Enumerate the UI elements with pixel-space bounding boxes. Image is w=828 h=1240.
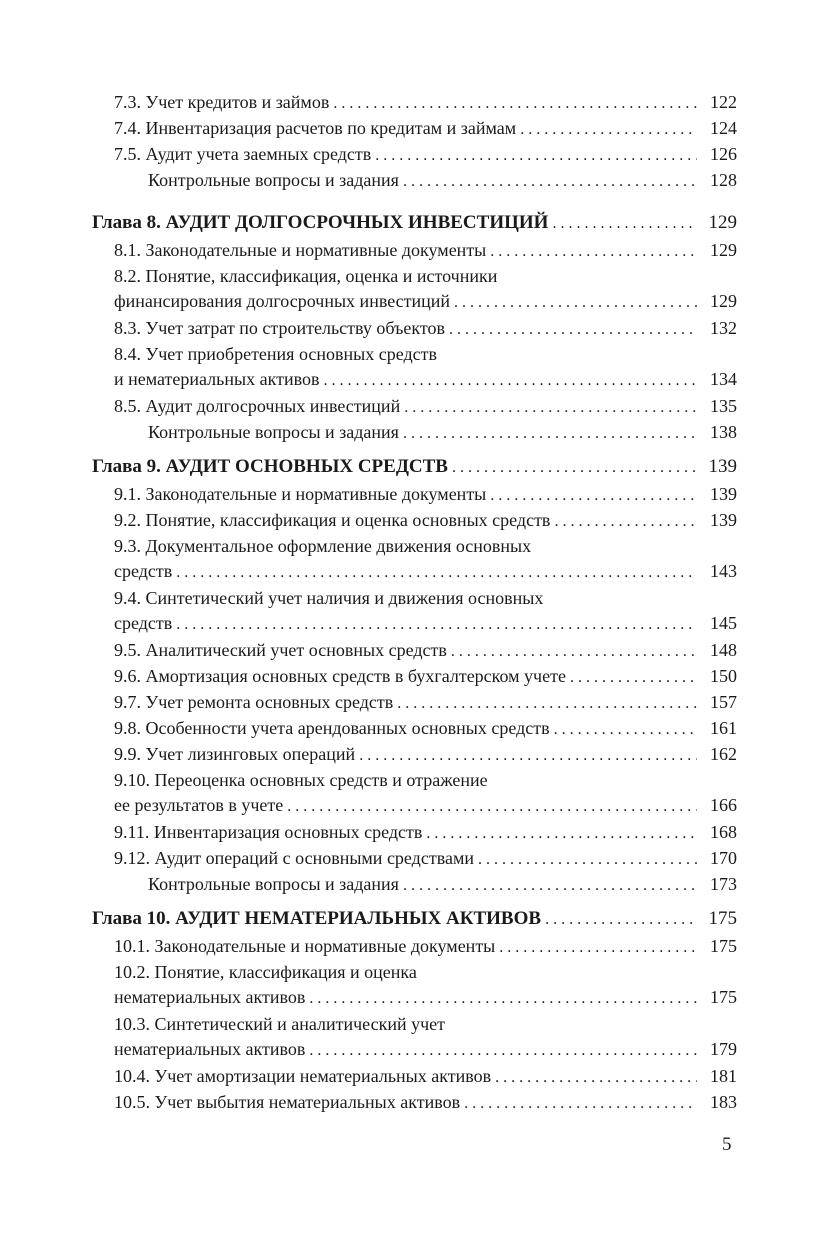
toc-entry-text: 9.2. Понятие, классификация и оценка основных средств (114, 508, 554, 533)
dot-leader (359, 742, 697, 767)
toc-entry-page: 150 (710, 666, 737, 686)
dot-leader (309, 1037, 697, 1062)
dot-leader (403, 168, 697, 193)
toc-entry[interactable] (0, 534, 737, 584)
dot-leader (403, 872, 697, 897)
toc-entry[interactable] (0, 90, 737, 115)
dot-leader (452, 454, 697, 479)
dot-leader (478, 846, 697, 871)
toc-entry-page: 132 (710, 318, 737, 338)
toc-entry-page: 139 (710, 510, 737, 530)
toc-entry-line (114, 846, 737, 871)
dot-leader (490, 238, 697, 263)
dot-leader (404, 394, 697, 419)
toc-entry-text: Контрольные вопросы и задания (148, 872, 403, 897)
toc-entry-page: 128 (710, 170, 737, 190)
toc-entry-text: 9.3. Документальное оформление движения основных (114, 534, 535, 559)
toc-entry[interactable] (0, 1090, 737, 1115)
chapter-page: 129 (708, 212, 737, 233)
toc-entry-line (148, 168, 737, 193)
toc-entry-page: 135 (710, 396, 737, 416)
chapter-title-text: Глава 9. АУДИТ ОСНОВНЫХ СРЕДСТВ (92, 454, 452, 479)
toc-entry-line (114, 820, 737, 845)
toc-entry[interactable] (0, 482, 737, 507)
toc-entry-page: 166 (710, 795, 737, 815)
toc-entry-text: Контрольные вопросы и задания (148, 168, 403, 193)
toc-entry[interactable] (0, 934, 737, 959)
toc-entry-page: 148 (710, 640, 737, 660)
toc-entry-line (114, 482, 737, 507)
toc-entry-text: нематериальных активов (114, 1037, 309, 1062)
toc-entry-page: 129 (710, 240, 737, 260)
dot-leader (397, 690, 697, 715)
toc-entry-line (114, 793, 737, 818)
toc-entry-line (148, 420, 737, 445)
chapter-title (0, 210, 737, 235)
toc-entry-text: 9.8. Особенности учета арендованных основных средств (114, 716, 554, 741)
toc-entry-page: 179 (710, 1039, 737, 1059)
toc-entry-text: 8.1. Законодательные и нормативные документы (114, 238, 490, 263)
toc-entry-text: 9.5. Аналитический учет основных средств (114, 638, 451, 663)
dot-leader (464, 1090, 697, 1115)
dot-leader (176, 559, 697, 584)
toc-entry-text: 8.2. Понятие, классификация, оценка и источники (114, 264, 501, 289)
dot-leader (375, 142, 697, 167)
toc-entry[interactable] (0, 508, 737, 533)
toc-entry-line (114, 559, 737, 584)
toc-entry-line (114, 508, 737, 533)
dot-leader (309, 985, 697, 1010)
toc-entry-text: 9.11. Инвентаризация основных средств (114, 820, 426, 845)
toc-entry-page: 129 (710, 291, 737, 311)
toc-entry-line (114, 1012, 737, 1037)
dot-leader (490, 482, 697, 507)
toc-entry-page: 126 (710, 144, 737, 164)
toc-entry[interactable] (0, 316, 737, 341)
toc-entry-page: 134 (710, 369, 737, 389)
toc-entry-line (148, 872, 737, 897)
toc-entry-page: 170 (710, 848, 737, 868)
chapter-title-text: Глава 10. АУДИТ НЕМАТЕРИАЛЬНЫХ АКТИВОВ (92, 906, 545, 931)
toc-entry-line (114, 690, 737, 715)
toc-entry-text: 10.1. Законодательные и нормативные документы (114, 934, 499, 959)
dot-leader (333, 90, 697, 115)
toc-entry-text: средств (114, 559, 176, 584)
toc-entry[interactable] (0, 690, 737, 715)
toc-entry-line (114, 90, 737, 115)
toc-entry-text: финансирования долгосрочных инвестиций (114, 289, 454, 314)
toc-entry-page: 157 (710, 692, 737, 712)
toc-entry-line (114, 142, 737, 167)
toc-entry-page: 161 (710, 718, 737, 738)
toc-entry-page: 162 (710, 744, 737, 764)
toc-entry-line (114, 316, 737, 341)
toc-entry-line (114, 768, 737, 793)
toc-entry[interactable] (0, 238, 737, 263)
toc-entry-line (114, 1090, 737, 1115)
toc-entry-text: 10.2. Понятие, классификация и оценка (114, 960, 421, 985)
dot-leader (499, 934, 697, 959)
toc-entry[interactable] (0, 586, 737, 636)
toc-entry-line (114, 664, 737, 689)
dot-leader (323, 367, 697, 392)
toc-entry-text: 9.9. Учет лизинговых операций (114, 742, 359, 767)
chapter-title-text: Глава 8. АУДИТ ДОЛГОСРОЧНЫХ ИНВЕСТИЦИЙ (92, 210, 552, 235)
chapter-page: 139 (708, 456, 737, 477)
toc-entry[interactable] (0, 394, 737, 419)
toc-entry-text: 10.4. Учет амортизации нематериальных активов (114, 1064, 495, 1089)
toc-entry-text: 9.1. Законодательные и нормативные документы (114, 482, 490, 507)
toc-entry-line (114, 742, 737, 767)
toc-entry-line (114, 1064, 737, 1089)
toc-entry-line (114, 985, 737, 1010)
toc-entry-page: 124 (710, 118, 737, 138)
toc-entry[interactable] (0, 872, 737, 897)
dot-leader (570, 664, 697, 689)
toc-entry-line (114, 367, 737, 392)
toc-entry-text: 10.3. Синтетический и аналитический учет (114, 1012, 449, 1037)
toc-entry-line (114, 586, 737, 611)
toc-entry[interactable] (0, 820, 737, 845)
toc-entry-line (114, 264, 737, 289)
dot-leader (426, 820, 697, 845)
toc-entry[interactable] (0, 264, 737, 314)
toc-entry-text: 7.5. Аудит учета заемных средств (114, 142, 375, 167)
toc-entry[interactable] (0, 142, 737, 167)
toc-entry-page: 139 (710, 484, 737, 504)
toc-entry-line (114, 394, 737, 419)
page-number: 5 (722, 1134, 732, 1155)
toc-entry-text: 7.4. Инвентаризация расчетов по кредитам и займам (114, 116, 520, 141)
toc-entry-line (114, 342, 737, 367)
toc-entry-page: 173 (710, 874, 737, 894)
toc-entry-text: нематериальных активов (114, 985, 309, 1010)
dot-leader (403, 420, 697, 445)
toc-entry[interactable] (0, 960, 737, 1010)
toc-entry[interactable] (0, 768, 737, 818)
dot-leader (449, 316, 697, 341)
toc-entry-text: Контрольные вопросы и задания (148, 420, 403, 445)
toc-entry-text: 10.5. Учет выбытия нематериальных активов (114, 1090, 464, 1115)
toc-entry[interactable] (0, 638, 737, 663)
toc-entry-line (114, 534, 737, 559)
toc-entry-line (114, 716, 737, 741)
toc-entry-page: 183 (710, 1092, 737, 1112)
toc-entry-text: и нематериальных активов (114, 367, 323, 392)
toc-entry-text: ее результатов в учете (114, 793, 287, 818)
dot-leader (520, 116, 697, 141)
toc-entry-page: 145 (710, 613, 737, 633)
toc-entry-page: 122 (710, 92, 737, 112)
toc-entry-page: 175 (710, 936, 737, 956)
toc-entry[interactable] (0, 1012, 737, 1062)
dot-leader (451, 638, 697, 663)
toc-entry-line (114, 289, 737, 314)
toc-entry[interactable] (0, 716, 737, 741)
toc-entry[interactable] (0, 742, 737, 767)
toc-entry[interactable] (0, 420, 737, 445)
dot-leader (454, 289, 697, 314)
toc-entry-line (114, 238, 737, 263)
dot-leader (552, 210, 697, 235)
toc-entry-line (114, 116, 737, 141)
toc-entry-text: 9.12. Аудит операций с основными средствами (114, 846, 478, 871)
toc-entry-text: средств (114, 611, 176, 636)
toc-entry-line (114, 934, 737, 959)
toc-entry-line (114, 611, 737, 636)
toc-entry-line (114, 1037, 737, 1062)
toc-entry-text: 9.10. Переоценка основных средств и отражение (114, 768, 492, 793)
toc-entry-text: 7.3. Учет кредитов и займов (114, 90, 333, 115)
dot-leader (554, 716, 697, 741)
toc-entry[interactable] (0, 116, 737, 141)
dot-leader (495, 1064, 697, 1089)
chapter-page: 175 (708, 908, 737, 929)
toc-entry-text: 8.4. Учет приобретения основных средств (114, 342, 441, 367)
dot-leader (176, 611, 697, 636)
toc-entry-page: 138 (710, 422, 737, 442)
toc-entry-page: 181 (710, 1066, 737, 1086)
toc-entry-text: 9.6. Амортизация основных средств в бухгалтерском учете (114, 664, 570, 689)
toc-entry-text: 8.3. Учет затрат по строительству объектов (114, 316, 449, 341)
toc-entry-page: 168 (710, 822, 737, 842)
toc-entry[interactable] (0, 1064, 737, 1089)
dot-leader (545, 906, 697, 931)
toc-entry-text: 8.5. Аудит долгосрочных инвестиций (114, 394, 404, 419)
toc-entry-line (114, 960, 737, 985)
toc-entry-text: 9.4. Синтетический учет наличия и движения основных (114, 586, 547, 611)
toc-entry-page: 143 (710, 561, 737, 581)
chapter-title (0, 906, 737, 931)
chapter-title (0, 454, 737, 479)
toc-entry-text: 9.7. Учет ремонта основных средств (114, 690, 397, 715)
toc-entry[interactable] (0, 168, 737, 193)
toc-entry-line (114, 638, 737, 663)
toc-entry[interactable] (0, 846, 737, 871)
toc-entry-page: 175 (710, 987, 737, 1007)
dot-leader (554, 508, 697, 533)
toc-entry[interactable] (0, 664, 737, 689)
toc-entry[interactable] (0, 342, 737, 392)
dot-leader (287, 793, 697, 818)
